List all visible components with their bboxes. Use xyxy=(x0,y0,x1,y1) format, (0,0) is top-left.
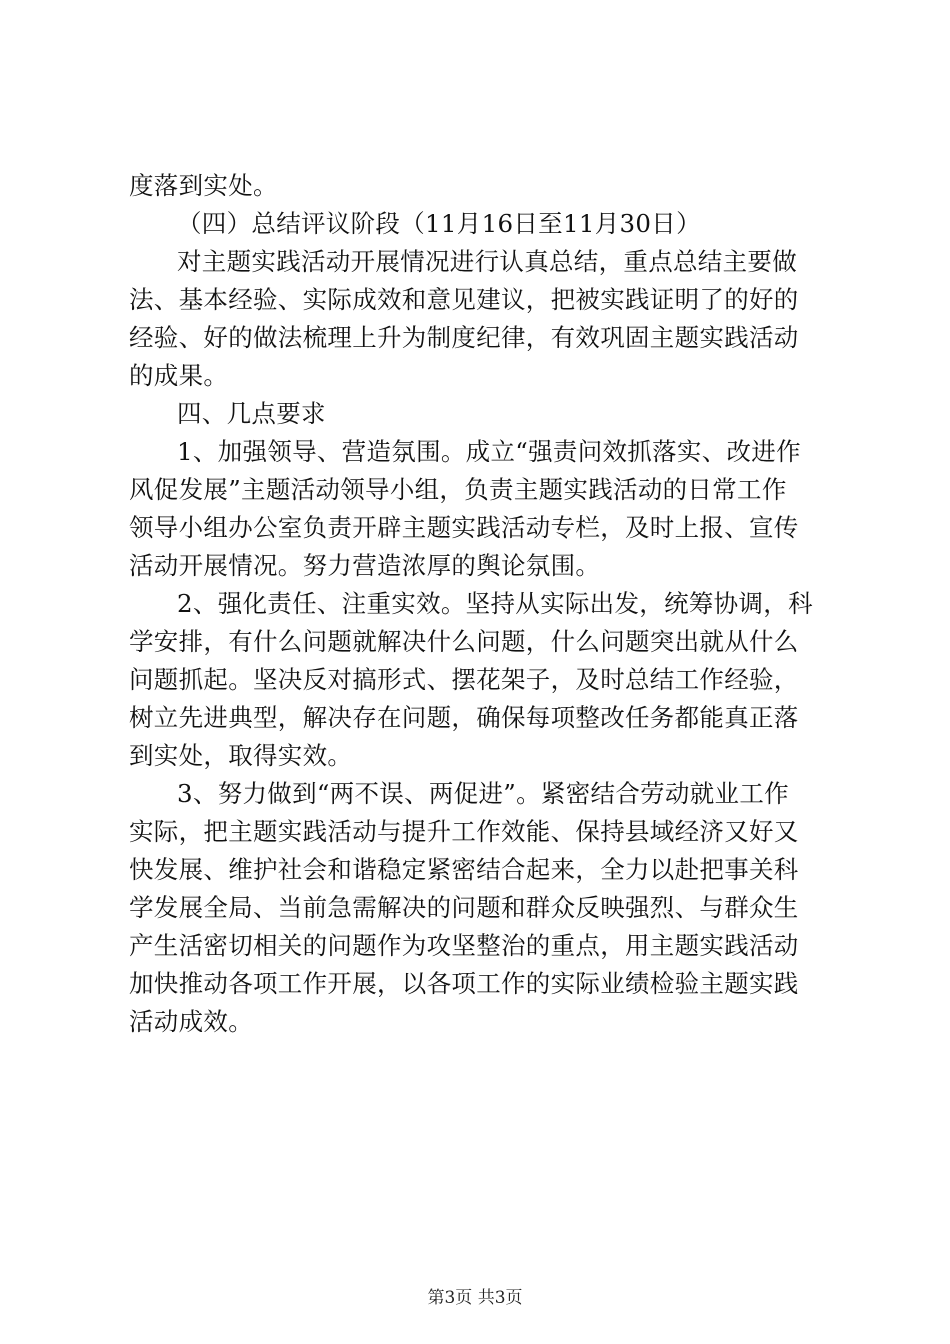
text-line: 活动开展情况。努力营造浓厚的舆论氛围。 xyxy=(129,551,601,580)
text-line: 加快推动各项工作开展，以各项工作的实际业绩检验主题实践 xyxy=(129,969,799,998)
text-line: 活动成效。 xyxy=(129,1007,253,1036)
text-line: 的成果。 xyxy=(129,361,229,390)
text-line: 四、几点要求 xyxy=(177,399,326,428)
text-line: 到实处，取得实效。 xyxy=(129,741,353,770)
text-line: 树立先进典型，解决存在问题，确保每项整改任务都能真正落 xyxy=(129,703,799,732)
document-body xyxy=(129,167,831,1041)
text-line: 快发展、维护社会和谐稳定紧密结合起来，全力以赴把事关科 xyxy=(129,855,799,884)
text-line: 产生活密切相关的问题作为攻坚整治的重点，用主题实践活动 xyxy=(129,931,799,960)
text-line: 风促发展”主题活动领导小组，负责主题实践活动的日常工作 xyxy=(129,475,787,504)
text-line: 实际，把主题实践活动与提升工作效能、保持县域经济又好又 xyxy=(129,817,799,846)
text-line: 对主题实践活动开展情况进行认真总结，重点总结主要做 xyxy=(177,247,797,276)
text-line: 1、加强领导、营造氛围。成立“强责问效抓落实、改进作 xyxy=(177,437,801,466)
text-line: 2、强化责任、注重实效。坚持从实际出发，统筹协调，科 xyxy=(177,589,813,618)
text-line: 经验、好的做法梳理上升为制度纪律，有效巩固主题实践活动 xyxy=(129,323,799,352)
text-line: 学发展全局、当前急需解决的问题和群众反映强烈、与群众生 xyxy=(129,893,799,922)
text-line: 学安排，有什么问题就解决什么问题，什么问题突出就从什么 xyxy=(129,627,799,656)
text-line: 3、努力做到“两不误、两促进”。紧密结合劳动就业工作 xyxy=(177,779,789,808)
text-line: 法、基本经验、实际成效和意见建议，把被实践证明了的好的 xyxy=(129,285,799,314)
text-line: 度落到实处。 xyxy=(129,171,278,200)
page-number-footer: 第3页 共3页 xyxy=(427,1288,523,1308)
text-line: （四）总结评议阶段（11月16日至11月30日） xyxy=(177,209,701,238)
text-line: 领导小组办公室负责开辟主题实践活动专栏，及时上报、宣传 xyxy=(129,513,799,542)
text-line: 问题抓起。坚决反对搞形式、摆花架子，及时总结工作经验， xyxy=(129,665,799,694)
